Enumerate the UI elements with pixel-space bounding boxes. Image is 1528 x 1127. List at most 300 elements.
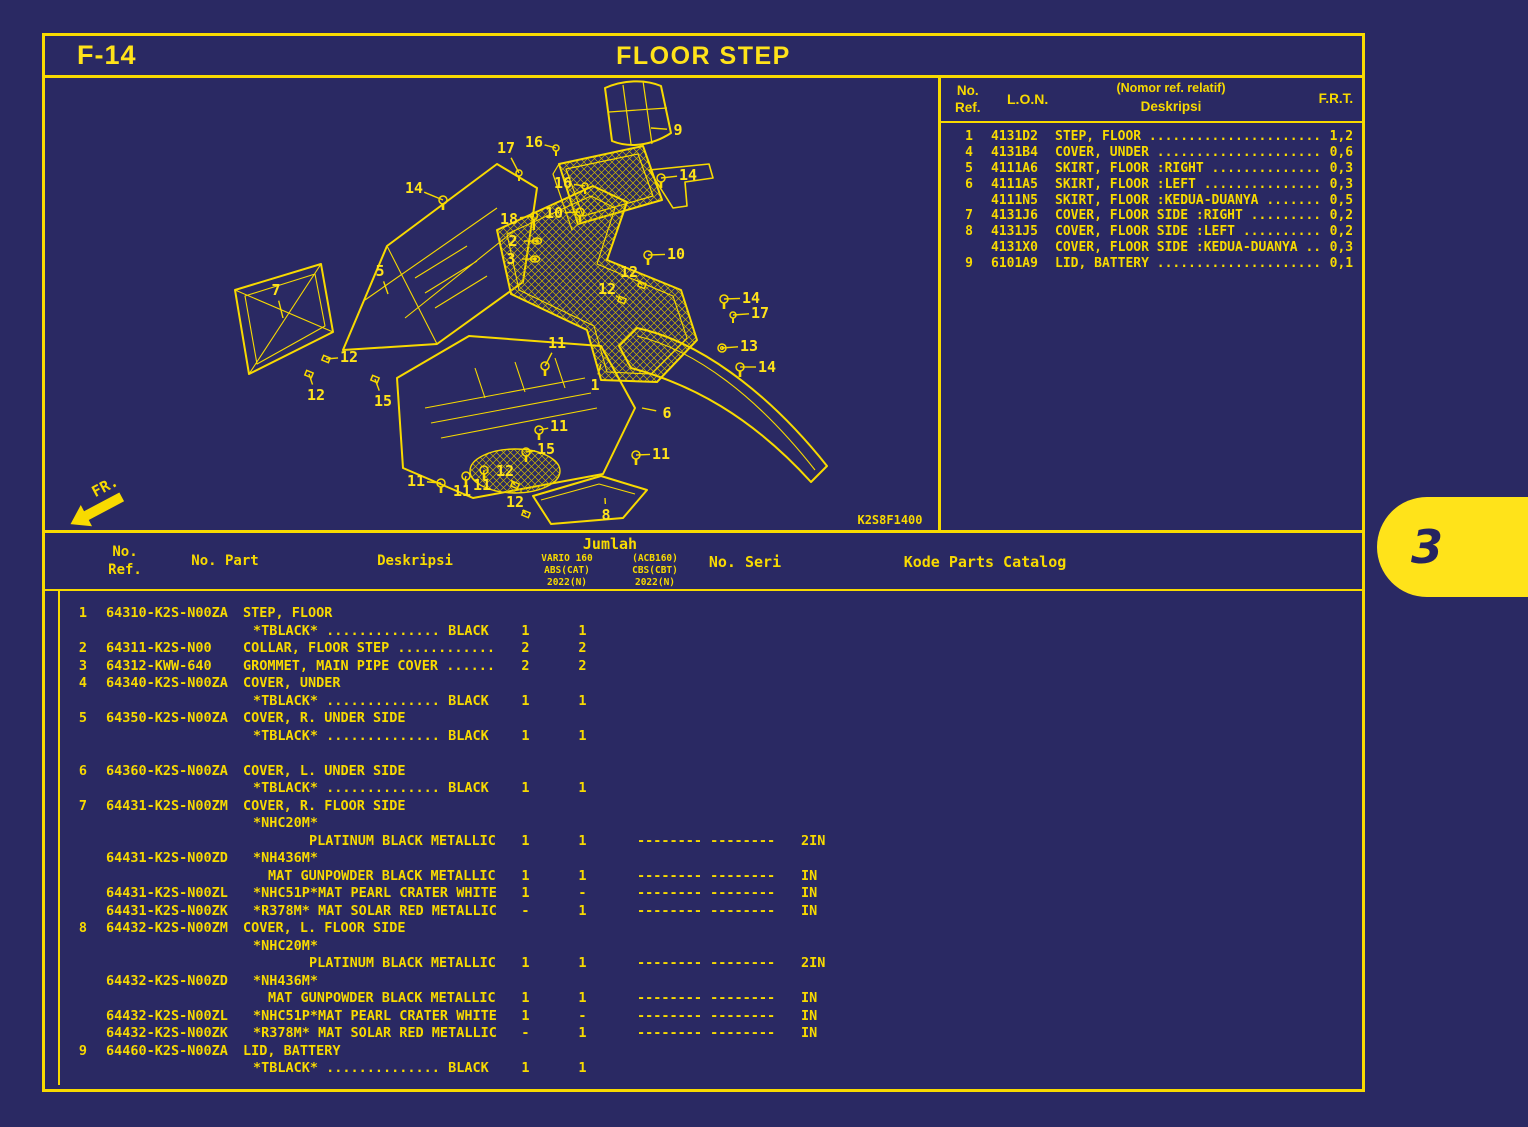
parts-table-cell [60, 623, 106, 641]
callout-label: 12 [495, 462, 515, 480]
parts-table-cell: *R378M* MAT SOLAR RED METALLIC [253, 902, 497, 919]
parts-table-cell [801, 623, 881, 641]
parts-table-cell [637, 710, 801, 728]
grommet-fastener-part [536, 240, 538, 242]
parts-table-cell: - [578, 1007, 587, 1024]
reference-table-panel [938, 78, 1363, 530]
parts-table-cell [106, 990, 243, 1008]
parts-table-cell: 4 [78, 675, 88, 691]
parts-table-row [60, 640, 1362, 658]
page-code: F-14 [77, 40, 137, 70]
parts-table-cell [60, 903, 106, 921]
parts-table-cell [637, 1060, 801, 1078]
parts-table-row [60, 728, 1362, 746]
parts-table-cell: MAT GUNPOWDER BLACK METALLIC [268, 990, 496, 1006]
parts-table-cell [497, 798, 554, 816]
ref-table-cell: 4111N5 [991, 192, 1038, 208]
desc-note-header: (Nomor ref. relatif) [1116, 81, 1226, 95]
callout-label: 12 [505, 493, 525, 511]
parts-table-cell [554, 763, 611, 781]
parts-table-cell: 64460-K2S-N00ZA [106, 1042, 228, 1059]
jumlah-col1-header: VARIO 160 ABS(CAT) 2022(N) [541, 553, 593, 588]
parts-table-cell [60, 780, 106, 798]
callout-label: 10 [544, 204, 564, 222]
parts-table-cell: PLATINUM BLACK METALLIC [309, 955, 496, 971]
ref-table-cell: 4131X0 [991, 240, 1038, 256]
diagram-svg [45, 78, 938, 533]
callout-label: 16 [553, 174, 573, 192]
ref-table-cell: COVER, FLOOR SIDE :RIGHT ......... [1055, 208, 1322, 224]
parts-table-cell: 1 [578, 990, 587, 1006]
ref-table-cell: 6 [965, 176, 973, 192]
parts-table-cell: 2 [578, 657, 587, 674]
parts-table-cell: -------- -------- [637, 1025, 776, 1041]
parts-table-cell [637, 605, 801, 623]
ref-table-row [947, 256, 1363, 272]
callout-label: 13 [739, 337, 759, 355]
callout-leader-line [326, 358, 338, 359]
parts-table-cell [497, 973, 554, 991]
parts-table-cell: 64431-K2S-N00ZL [106, 885, 228, 901]
parts-table-cell [637, 938, 801, 956]
parts-table-cell: *TBLACK* .............. BLACK [253, 780, 489, 796]
parts-table-cell [801, 920, 881, 938]
ref-table-cell: SKIRT, FLOOR :RIGHT .............. [1055, 160, 1322, 176]
parts-table-cell [637, 623, 801, 641]
parts-jumlah-header: Jumlah [582, 535, 638, 553]
ref-table-cell: 0,3 [1329, 160, 1354, 176]
callout-label: 11 [547, 334, 567, 352]
parts-table-header [45, 533, 1362, 591]
callout-label: 12 [306, 386, 326, 404]
bolt-fastener-icon [632, 451, 640, 465]
parts-table-cell: PLATINUM BLACK METALLIC [309, 832, 496, 849]
parts-table-cell [554, 938, 611, 956]
parts-table-cell [497, 920, 554, 938]
parts-table-cell [554, 710, 611, 728]
parts-table-cell [60, 1060, 106, 1078]
ref-table-cell: 4111A5 [991, 176, 1038, 192]
parts-table-cell: 64431-K2S-N00ZM [106, 797, 228, 814]
main-frame [42, 33, 1365, 1092]
parts-table-cell: IN [801, 990, 818, 1006]
parts-table-cell [801, 728, 881, 746]
parts-table-row [60, 658, 1362, 676]
parts-table-row [60, 763, 1362, 781]
parts-table-cell: 2 [78, 640, 88, 656]
parts-table-cell [554, 605, 611, 623]
table-spacer [60, 745, 1362, 763]
callout-leader-line [427, 482, 441, 483]
bolt-fastener-icon [720, 295, 728, 309]
parts-table-cell: *TBLACK* .............. BLACK [253, 622, 489, 639]
reference-table-header [941, 78, 1363, 123]
parts-table-cell [554, 1043, 611, 1061]
ref-table-cell: 0,1 [1329, 256, 1354, 272]
parts-table-cell [497, 850, 554, 868]
fr-label: FR. [88, 472, 122, 501]
parts-table-row [60, 973, 1362, 991]
reference-table-rows [941, 123, 1363, 272]
parts-table-row [60, 1008, 1362, 1026]
parts-table-cell: 1 [521, 692, 530, 709]
parts-table-cell: - [521, 1025, 530, 1041]
parts-table-cell: COVER, L. FLOOR SIDE [243, 920, 406, 936]
parts-table-cell: *TBLACK* .............. BLACK [253, 1060, 489, 1076]
ref-table-cell: 1,2 [1329, 129, 1354, 144]
parts-table-cell [497, 605, 554, 623]
page-tab[interactable] [1377, 497, 1528, 597]
parts-table-row [60, 990, 1362, 1008]
callout-label: 9 [673, 121, 683, 139]
parts-table-cell: 64432-K2S-N00ZL [106, 1007, 228, 1024]
parts-table-cell [554, 973, 611, 991]
ref-table-cell: 0,3 [1329, 240, 1354, 256]
screw-fastener-icon [553, 145, 559, 156]
ref-table-cell: 0,3 [1329, 176, 1354, 192]
parts-table-row [60, 903, 1362, 921]
ref-table-cell: 4131B4 [991, 144, 1038, 160]
parts-table-cell [60, 1008, 106, 1026]
jumlah-col2-header: (ACB160) CBS(CBT) 2022(N) [632, 553, 678, 588]
parts-table-cell: 1 [578, 832, 587, 849]
ref-table-cell: 4131J5 [991, 224, 1038, 240]
ref-table-cell: 4 [965, 144, 973, 160]
parts-table-cell [637, 658, 801, 676]
parts-table-row [60, 1060, 1362, 1078]
diagram-code: K2S8F1400 [857, 513, 923, 527]
parts-table-cell [60, 973, 106, 991]
parts-table-cell [801, 693, 881, 711]
parts-table-cell: 64431-K2S-N00ZD [106, 850, 228, 866]
ref-table-cell: 0,6 [1329, 144, 1354, 160]
parts-table-cell [60, 1025, 106, 1043]
parts-table-cell [637, 798, 801, 816]
parts-table-cell: 7 [78, 797, 88, 814]
callout-leader-line [648, 254, 665, 255]
parts-seri-header: No. Seri [708, 553, 782, 571]
callout-leader-line [722, 347, 738, 348]
parts-table-cell: 1 [78, 605, 88, 621]
callout-label: 14 [678, 166, 698, 184]
parts-table-cell [554, 920, 611, 938]
parts-table-cell: 1 [578, 1025, 587, 1041]
ref-table-row [947, 161, 1363, 177]
parts-table-cell: LID, BATTERY [243, 1042, 341, 1059]
parts-table-cell: GROMMET, MAIN PIPE COVER ...... [243, 657, 495, 674]
title-bar [45, 36, 1362, 78]
part-outline-cover-side-right [235, 264, 333, 374]
part-detail-battery-lid-grid [609, 81, 667, 144]
parts-table-cell: *TBLACK* .............. BLACK [253, 727, 489, 744]
parts-table-cell: -------- -------- [637, 955, 776, 971]
parts-table-cell: 1 [521, 780, 530, 796]
parts-table-cell [106, 1060, 243, 1078]
parts-table-cell [106, 728, 243, 746]
parts-table-cell: 64312-KWW-640 [106, 657, 212, 674]
parts-table-cell: 8 [78, 920, 88, 936]
callout-label: 7 [271, 281, 281, 299]
callout-label: 5 [375, 262, 385, 280]
ref-table-row [947, 224, 1363, 240]
parts-table-cell: COVER, R. UNDER SIDE [243, 710, 406, 726]
parts-table-cell [497, 763, 554, 781]
ref-table-row [947, 145, 1363, 161]
parts-table-cell: COVER, UNDER [243, 675, 341, 691]
exploded-diagram [45, 78, 938, 530]
callout-label: 11 [472, 476, 492, 494]
parts-table-row [60, 938, 1362, 956]
callout-label: 12 [619, 263, 639, 281]
parts-table-cell: *TBLACK* .............. BLACK [253, 692, 489, 709]
screw-fastener-icon [730, 312, 736, 323]
ref-table-cell: STEP, FLOOR ...................... [1055, 129, 1322, 144]
callout-label: 12 [339, 348, 359, 366]
parts-table-cell [637, 693, 801, 711]
ref-table-cell: 6101A9 [991, 256, 1038, 272]
parts-table-cell: MAT GUNPOWDER BLACK METALLIC [268, 867, 496, 884]
callout-label: 14 [404, 179, 424, 197]
parts-table-cell [801, 798, 881, 816]
parts-table-cell [60, 728, 106, 746]
parts-table-cell: -------- -------- [637, 902, 776, 919]
bolt-fastener-icon [541, 362, 549, 376]
parts-table-row [60, 798, 1362, 816]
ref-table-row [947, 193, 1363, 209]
parts-table-cell: COVER, L. UNDER SIDE [243, 762, 406, 779]
fr-direction-arrow [58, 472, 130, 533]
parts-table-cell: 1 [578, 867, 587, 884]
parts-table-cell [106, 955, 243, 973]
parts-table-cell [497, 815, 554, 833]
parts-table-cell: *NH436M* [253, 850, 319, 866]
parts-table-cell [106, 693, 243, 711]
parts-table-cell [60, 868, 106, 886]
parts-table-cell: *R378M* MAT SOLAR RED METALLIC [253, 1025, 497, 1041]
callout-leader-line [724, 298, 740, 299]
ref-table-cell: 0,2 [1329, 208, 1354, 224]
parts-table-cell: 6 [78, 762, 88, 779]
parts-table-cell: 2IN [801, 832, 826, 849]
parts-table-cell: COVER, R. FLOOR SIDE [243, 797, 406, 814]
parts-table-cell [60, 833, 106, 851]
parts-table-cell: *NHC20M* [253, 937, 319, 954]
callout-leader-line [651, 128, 667, 129]
ref-table-row [947, 240, 1363, 256]
parts-table-cell [106, 868, 243, 886]
parts-table-cell [60, 850, 106, 868]
parts-table-cell: 2 [521, 640, 530, 656]
parts-table-row [60, 955, 1362, 973]
parts-table-cell [637, 815, 801, 833]
parts-table-cell: 64432-K2S-N00ZD [106, 972, 228, 989]
ref-table-cell: SKIRT, FLOOR :KEDUA-DUANYA ....... [1055, 192, 1322, 208]
parts-partno-header: No. Part [191, 553, 259, 569]
callout-label: 17 [496, 139, 516, 157]
parts-table-cell: COLLAR, FLOOR STEP ............ [243, 640, 495, 656]
lon-col-header: L.O.N. [1007, 91, 1049, 107]
page-title: FLOOR STEP [616, 42, 791, 70]
parts-table-cell [554, 815, 611, 833]
ref-table-cell: 4131D2 [991, 129, 1038, 144]
content-row [45, 78, 1362, 533]
bolt-fastener-icon [535, 426, 543, 440]
ref-table-cell: 9 [965, 256, 973, 272]
callout-label: 11 [406, 472, 426, 490]
callout-label: 3 [506, 250, 516, 268]
parts-table-cell [801, 938, 881, 956]
callout-label: 17 [750, 304, 770, 322]
parts-table-cell [60, 693, 106, 711]
parts-table-cell [801, 1043, 881, 1061]
parts-table-cell: 1 [521, 832, 530, 849]
parts-table-cell: 64310-K2S-N00ZA [106, 605, 228, 621]
ref-table-cell: 5 [965, 160, 973, 176]
parts-table-cell: 64431-K2S-N00ZK [106, 902, 228, 919]
ref-table-cell: COVER, UNDER ..................... [1055, 144, 1322, 160]
parts-ref-header: No. Ref. [108, 544, 142, 578]
ref-table-row [947, 177, 1363, 193]
parts-table-cell [106, 815, 243, 833]
parts-table-cell [801, 850, 881, 868]
parts-table-cell: 2 [521, 657, 530, 674]
parts-table-cell [637, 973, 801, 991]
parts-table-cell [801, 815, 881, 833]
ref-table-cell: LID, BATTERY ..................... [1055, 256, 1322, 272]
part-detail-cover-side-left [541, 484, 635, 500]
ref-table-cell: COVER, FLOOR SIDE :LEFT .......... [1055, 224, 1322, 240]
callout-label: 10 [666, 245, 686, 263]
parts-table-cell [637, 920, 801, 938]
parts-table-cell: 1 [578, 692, 587, 709]
parts-table-cell [554, 798, 611, 816]
callout-label: 16 [524, 133, 544, 151]
callout-label: 15 [373, 392, 393, 410]
callout-label: 18 [499, 210, 519, 228]
parts-table-cell: 2 [578, 640, 587, 656]
parts-table-row [60, 1043, 1362, 1061]
parts-table-cell [801, 973, 881, 991]
parts-table-cell: 64360-K2S-N00ZA [106, 762, 228, 779]
parts-table-cell: 1 [521, 727, 530, 744]
callout-leader-line [636, 454, 650, 455]
parts-table-cell [637, 1043, 801, 1061]
ref-table-row [947, 208, 1363, 224]
parts-table-cell [106, 938, 243, 956]
parts-table-cell [554, 675, 611, 693]
parts-table-cell [801, 780, 881, 798]
bolt-fastener-icon [736, 363, 744, 377]
parts-table-row [60, 868, 1362, 886]
callout-label: 11 [651, 445, 671, 463]
parts-table-cell: 5 [78, 710, 88, 726]
callout-label: 1 [590, 376, 600, 394]
parts-table-row [60, 850, 1362, 868]
parts-table-row [60, 1025, 1362, 1043]
ref-table-cell: 7 [965, 208, 973, 224]
parts-table-cell: 1 [578, 1060, 587, 1076]
parts-table-cell: 1 [521, 990, 530, 1006]
parts-table-row [60, 833, 1362, 851]
parts-table-cell: -------- -------- [637, 885, 776, 901]
ref-table-row [947, 129, 1363, 145]
ref-table-cell [947, 193, 991, 209]
parts-table-cell: 1 [521, 1007, 530, 1024]
parts-table-cell: *NHC51P*MAT PEARL CRATER WHITE [253, 1007, 497, 1024]
parts-table-cell: 1 [578, 780, 587, 796]
parts-table-row [60, 675, 1362, 693]
parts-table-cell: STEP, FLOOR [243, 605, 333, 621]
parts-table-cell: 64350-K2S-N00ZA [106, 710, 228, 726]
callout-label: 14 [741, 289, 761, 307]
parts-table-cell: 64432-K2S-N00ZM [106, 920, 228, 936]
parts-table-cell: 1 [578, 727, 587, 744]
bolt-fastener-icon [644, 251, 652, 265]
parts-table-cell [801, 658, 881, 676]
parts-table-cell [801, 710, 881, 728]
frt-col-header: F.R.T. [1318, 91, 1354, 106]
parts-table-cell: 1 [578, 902, 587, 919]
part-detail-skirt-right [365, 208, 518, 344]
ref-table-cell: 8 [965, 224, 973, 240]
parts-table-row [60, 623, 1362, 641]
parts-table-cell: 2IN [801, 955, 826, 971]
parts-table-cell: IN [801, 867, 818, 884]
callout-leader-line [565, 212, 580, 213]
parts-table-cell: IN [801, 902, 818, 919]
parts-table-cell: IN [801, 1025, 818, 1041]
part-outline-battery-lid [605, 81, 671, 145]
parts-table-cell [637, 850, 801, 868]
part-detail-cover-under-rails [425, 358, 600, 438]
parts-table-cell: IN [801, 885, 818, 901]
parts-table-row [60, 815, 1362, 833]
desc-col-header: Deskripsi [1140, 99, 1202, 114]
ref-table-cell [947, 240, 991, 256]
parts-table-cell [60, 955, 106, 973]
parts-table-cell [801, 763, 881, 781]
ref-col-header: No. Ref. [955, 83, 981, 115]
bolt-fastener-icon [437, 479, 445, 493]
parts-table-cell [801, 1060, 881, 1078]
parts-table-cell: *NH436M* [253, 972, 319, 989]
callout-leader-line [424, 192, 443, 200]
parts-table-cell [60, 990, 106, 1008]
ref-table-cell: SKIRT, FLOOR :LEFT ............... [1055, 176, 1322, 192]
bolt-fastener-icon [439, 196, 447, 210]
parts-table-cell [497, 1043, 554, 1061]
ref-table-cell: 4131J6 [991, 208, 1038, 224]
parts-table-cell: 9 [78, 1042, 88, 1059]
callout-leader-line [642, 408, 656, 411]
parts-table-row [60, 780, 1362, 798]
callout-label: 11 [549, 417, 569, 435]
ref-table-cell: 1 [965, 129, 973, 144]
parts-table-cell: *NHC20M* [253, 815, 319, 831]
parts-table-cell: 1 [521, 622, 530, 639]
parts-table-cell [60, 938, 106, 956]
parts-table-cell: -------- -------- [637, 832, 776, 849]
parts-table-cell [637, 640, 801, 658]
parts-table-cell: IN [801, 1007, 818, 1024]
parts-table-cell: 1 [521, 955, 530, 971]
parts-table-row [60, 885, 1362, 903]
ref-table-cell: COVER, FLOOR SIDE :KEDUA-DUANYA .. [1055, 240, 1322, 256]
parts-table-cell: 1 [521, 885, 530, 901]
parts-table-cell: 1 [578, 622, 587, 639]
parts-table-cell [801, 640, 881, 658]
parts-table-cell: 64311-K2S-N00 [106, 640, 212, 656]
